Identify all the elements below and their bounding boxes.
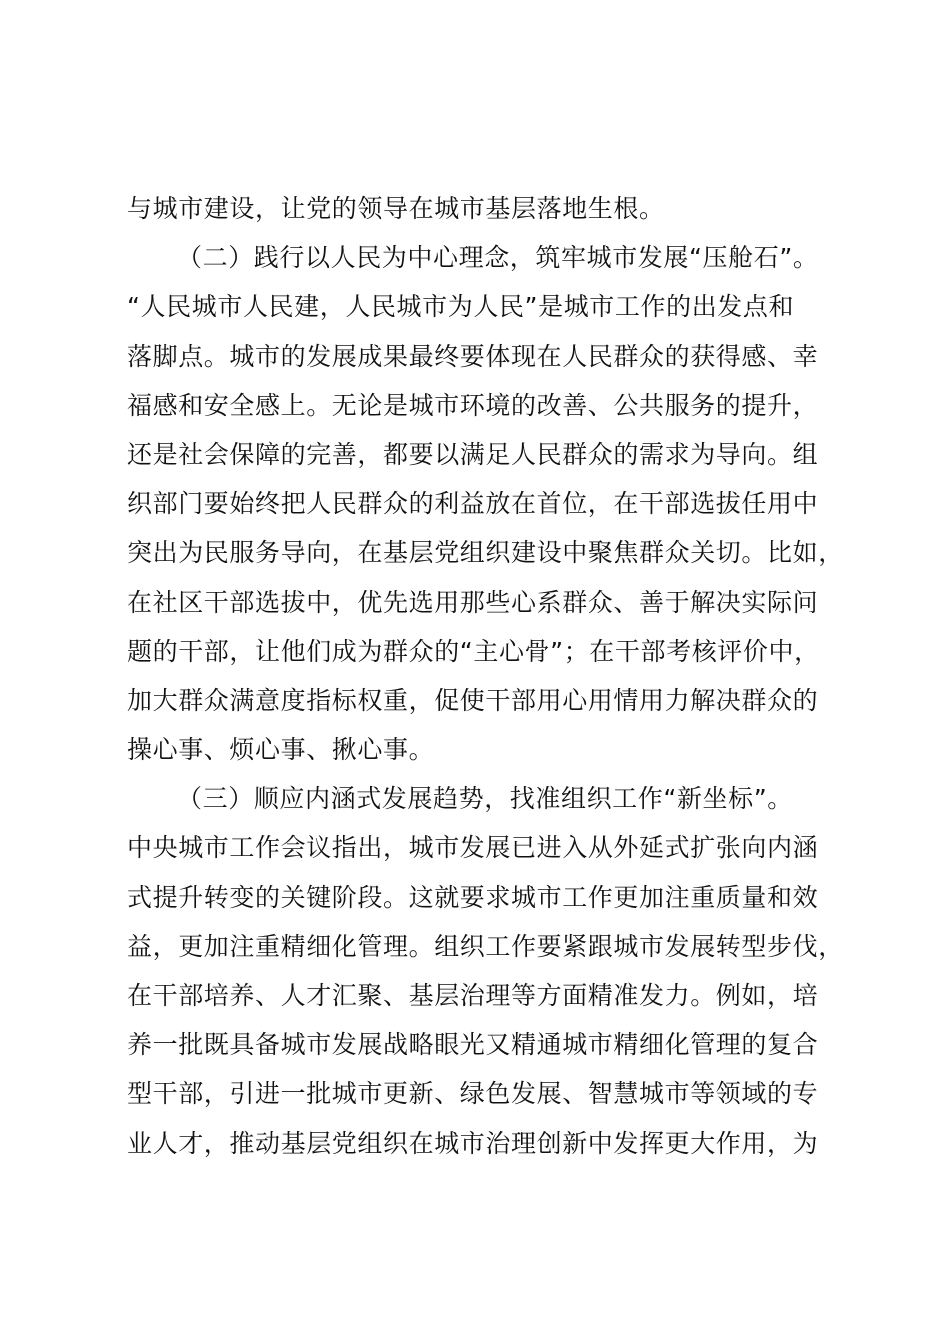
text-line: 操心事、烦心事、揪心事。 <box>127 735 435 765</box>
section-heading-3: （三）顺应内涵式发展趋势，找准组织工作“新坐标”。 <box>177 784 793 814</box>
text-line: 在社区干部选拔中，优先选用那些心系群众、善于解决实际问 <box>127 587 819 617</box>
section-heading-2: （二）践行以人民为中心理念，筑牢城市发展“压舱石”。 <box>177 243 819 273</box>
body-text <box>127 184 847 1168</box>
text-line: 益，更加注重精细化管理。组织工作要紧跟城市发展转型步伐， <box>127 931 844 961</box>
text-line: 与城市建设，让党的领导在城市基层落地生根。 <box>127 194 665 223</box>
text-line: 突出为民服务导向，在基层党组织建设中聚焦群众关切。比如， <box>127 538 844 568</box>
text-line: 加大群众满意度指标权重，促使干部用心用情用力解决群众的 <box>127 685 819 715</box>
text-line: 式提升转变的关键阶段。这就要求城市工作更加注重质量和效 <box>127 882 819 912</box>
text-line: 中央城市工作会议指出，城市发展已进入从外延式扩张向内涵 <box>127 833 819 863</box>
text-line: 福感和安全感上。无论是城市环境的改善、公共服务的提升， <box>127 390 819 420</box>
text-line: 落脚点。城市的发展成果最终要体现在人民群众的获得感、幸 <box>127 341 819 371</box>
text-line: 业人才，推动基层党组织在城市治理创新中发挥更大作用，为 <box>127 1128 819 1158</box>
text-line: 养一批既具备城市发展战略眼光又精通城市精细化管理的复合 <box>127 1030 819 1060</box>
text-line: 型干部，引进一批城市更新、绿色发展、智慧城市等领域的专 <box>127 1079 819 1109</box>
text-line: 织部门要始终把人民群众的利益放在首位，在干部选拔任用中 <box>127 489 819 519</box>
text-line: 还是社会保障的完善，都要以满足人民群众的需求为导向。组 <box>127 439 819 469</box>
text-line: 在干部培养、人才汇聚、基层治理等方面精准发力。例如，培 <box>127 981 819 1010</box>
text-line: “人民城市人民建，人民城市为人民”是城市工作的出发点和 <box>127 292 795 322</box>
text-line: 题的干部，让他们成为群众的“主心骨”；在干部考核评价中， <box>127 636 820 666</box>
